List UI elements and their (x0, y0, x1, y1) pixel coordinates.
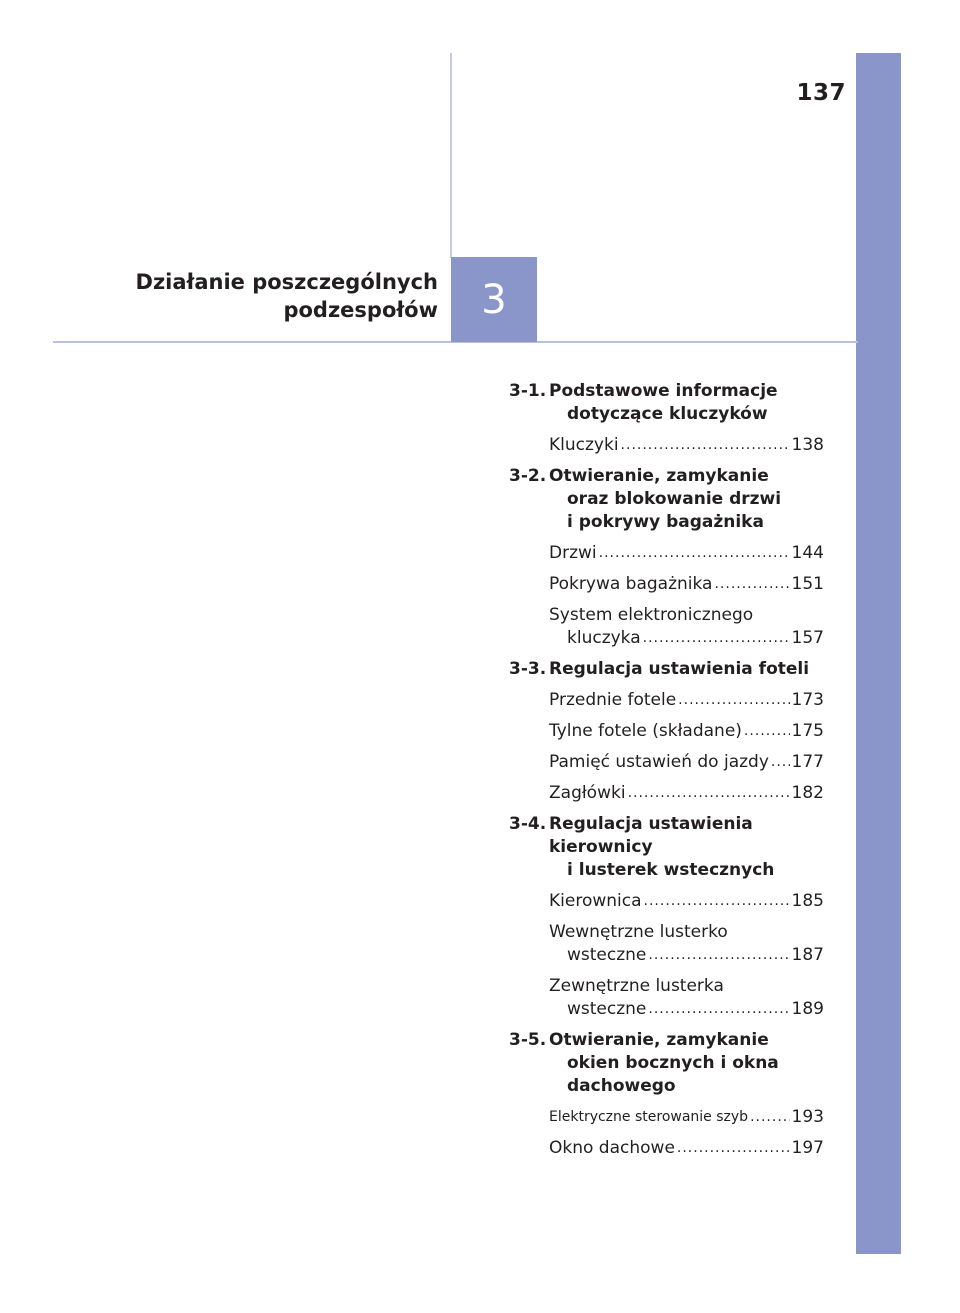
entry-title-line1: Zewnętrzne lusterka (549, 976, 724, 996)
entry-title-line1: Wewnętrzne lusterko (549, 922, 728, 942)
section-number: 3-2. (509, 466, 547, 486)
section-title (549, 465, 824, 534)
dot-leader (621, 434, 790, 457)
chapter-number-box (451, 257, 537, 342)
entry-page: 157 (791, 628, 824, 648)
toc-entry-system-elektronicznego-kluczyka[interactable] (549, 604, 824, 650)
entry-title: Okno dachowe (549, 1138, 675, 1158)
dot-leader (599, 542, 790, 565)
chapter-title-line2: podzespołów (283, 298, 438, 322)
toc-entry-kluczyki[interactable] (549, 434, 824, 457)
section-title-line: Podstawowe informacje (549, 381, 778, 401)
entry-page: 138 (791, 435, 824, 455)
entry-title: Pokrywa bagażnika (549, 574, 713, 594)
section-title-line: oraz blokowanie drzwi (567, 489, 782, 509)
dot-leader (771, 751, 790, 774)
entry-page: 189 (791, 999, 824, 1019)
toc-entry-przednie-fotele[interactable] (549, 689, 824, 712)
entry-title: Pamięć ustawień do jazdy (549, 752, 769, 772)
entry-title-line2: wsteczne (567, 999, 647, 1019)
entry-page: 185 (791, 891, 824, 911)
entry-title: Drzwi (549, 543, 597, 563)
section-title-line: dachowego (567, 1076, 676, 1096)
toc-section-3-4 (509, 813, 824, 882)
entry-page: 197 (791, 1138, 824, 1158)
dot-leader (628, 782, 790, 805)
entry-title-line2: kluczyka (567, 628, 641, 648)
section-title-line: Regulacja ustawienia foteli (549, 659, 810, 679)
toc-section-3-5 (509, 1029, 824, 1098)
section-number: 3-5. (509, 1030, 547, 1050)
section-number: 3-3. (509, 659, 547, 679)
entry-title: Kluczyki (549, 435, 619, 455)
section-title-line: i lusterek wstecznych (567, 860, 775, 880)
toc-entry-drzwi[interactable] (549, 542, 824, 565)
dot-leader (744, 720, 790, 743)
section-title (549, 658, 824, 681)
toc-entry-okno-dachowe[interactable] (549, 1137, 824, 1160)
toc-entry-zewnetrzne-lusterka[interactable] (549, 975, 824, 1021)
entry-page: 193 (791, 1107, 824, 1127)
entry-page: 173 (791, 690, 824, 710)
vertical-divider (450, 53, 452, 258)
entry-page: 144 (791, 543, 824, 563)
entry-page: 175 (791, 721, 824, 741)
entry-title: Elektryczne sterowanie szyb (549, 1109, 749, 1125)
entry-title-line1: System elektronicznego (549, 605, 754, 625)
chapter-title-line1: Działanie poszczególnych (135, 270, 438, 294)
dot-leader (648, 998, 789, 1021)
chapter-title (100, 268, 438, 324)
entry-page: 187 (791, 945, 824, 965)
section-title (549, 1029, 824, 1098)
toc-entry-wewnetrzne-lusterko[interactable] (549, 921, 824, 967)
toc-entry-tylne-fotele[interactable] (549, 720, 824, 743)
dot-leader (678, 689, 789, 712)
chapter-side-tab (856, 53, 901, 1254)
table-of-contents (509, 380, 824, 1168)
toc-section-3-1 (509, 380, 824, 426)
entry-title: Tylne fotele (składane) (549, 721, 742, 741)
toc-entry-zaglowki[interactable] (549, 782, 824, 805)
entry-title: Przednie fotele (549, 690, 677, 710)
dot-leader (644, 890, 790, 913)
section-title-line: okien bocznych i okna (567, 1053, 779, 1073)
page-number: 137 (796, 80, 846, 106)
dot-leader (677, 1137, 790, 1160)
toc-section-3-2 (509, 465, 824, 534)
entry-page: 151 (791, 574, 824, 594)
entry-title-line2: wsteczne (567, 945, 647, 965)
entry-title: Zagłówki (549, 783, 626, 803)
dot-leader (714, 573, 789, 596)
entry-page: 177 (791, 752, 824, 772)
toc-entry-elektryczne-sterowanie-szyb[interactable] (549, 1106, 824, 1129)
dot-leader (648, 944, 789, 967)
section-title (549, 813, 824, 882)
entry-page: 182 (791, 783, 824, 803)
section-title-line: dotyczące kluczyków (567, 404, 768, 424)
section-title (549, 380, 824, 426)
section-title-line: Regulacja ustawienia kierownicy (549, 814, 753, 857)
section-title-line: Otwieranie, zamykanie (549, 466, 769, 486)
toc-entry-pamiec-ustawien[interactable] (549, 751, 824, 774)
entry-title: Kierownica (549, 891, 642, 911)
chapter-number: 3 (481, 276, 507, 323)
section-number: 3-1. (509, 381, 547, 401)
toc-entry-pokrywa-bagaznika[interactable] (549, 573, 824, 596)
dot-leader (643, 627, 790, 650)
dot-leader (750, 1106, 789, 1129)
toc-section-3-3 (509, 658, 824, 681)
section-title-line: i pokrywy bagażnika (567, 512, 764, 532)
section-number: 3-4. (509, 814, 547, 834)
section-title-line: Otwieranie, zamykanie (549, 1030, 769, 1050)
toc-entry-kierownica[interactable] (549, 890, 824, 913)
